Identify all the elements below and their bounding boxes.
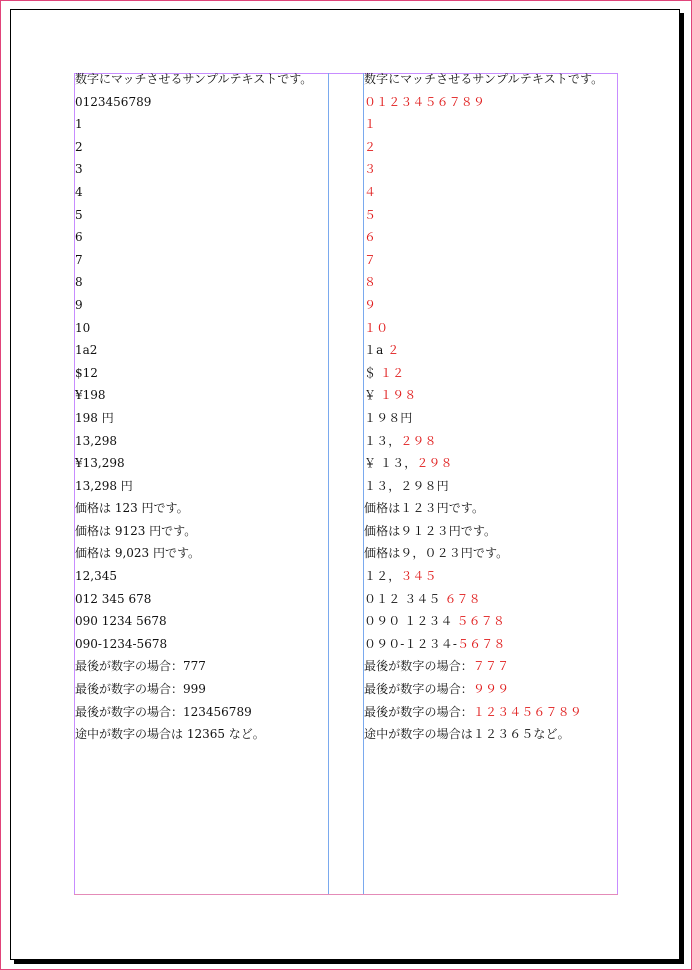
right-line-highlight: ２９８ bbox=[416, 456, 453, 471]
right-line-highlight: ７ bbox=[364, 252, 377, 267]
right-line-highlight: ９ bbox=[364, 297, 377, 312]
left-line: 価格は 123 円です。 bbox=[75, 501, 189, 516]
right-line-plain: ￥ １３， bbox=[364, 456, 417, 471]
left-line: 1a2 bbox=[75, 343, 98, 358]
left-line: 012 345 678 bbox=[75, 591, 152, 606]
left-line: 最後が数字の場合：999 bbox=[75, 682, 206, 697]
left-line: 13,298 bbox=[75, 433, 117, 448]
left-line: 3 bbox=[75, 162, 83, 177]
right-line-highlight: １０ bbox=[364, 320, 389, 335]
right-line-highlight: ８ bbox=[364, 275, 377, 290]
right-line bbox=[364, 635, 616, 658]
right-line-highlight: １２３４５６７８９ bbox=[472, 704, 582, 719]
left-line: 数字にマッチさせるサンプルテキストです。 bbox=[75, 72, 313, 86]
right-line bbox=[364, 544, 616, 567]
right-line bbox=[364, 138, 616, 161]
left-line: 9 bbox=[75, 297, 83, 312]
right-line bbox=[364, 115, 616, 138]
right-line bbox=[364, 522, 616, 545]
right-line-highlight: ５ bbox=[364, 207, 377, 222]
left-line: 0123456789 bbox=[75, 94, 152, 109]
right-line-plain: １３，２９８円 bbox=[364, 478, 449, 493]
left-line: 8 bbox=[75, 275, 83, 290]
left-line: 6 bbox=[75, 230, 83, 245]
right-line bbox=[364, 567, 616, 590]
right-line-highlight: ２ bbox=[364, 139, 377, 154]
right-line-highlight: ９９９ bbox=[472, 682, 510, 697]
right-line bbox=[364, 499, 616, 522]
right-line bbox=[364, 273, 616, 296]
left-line: 価格は 9,023 円です。 bbox=[75, 546, 201, 561]
right-line-highlight: ４ bbox=[364, 184, 377, 199]
right-line-highlight: ３ bbox=[364, 162, 377, 177]
right-line bbox=[364, 612, 616, 635]
right-line-plain: 価格は１２３円です。 bbox=[364, 501, 485, 516]
left-line: 最後が数字の場合：123456789 bbox=[75, 704, 252, 719]
left-line: 10 bbox=[75, 320, 91, 335]
right-line bbox=[364, 160, 616, 183]
right-line bbox=[364, 432, 616, 455]
left-line: 最後が数字の場合：777 bbox=[75, 659, 206, 674]
right-line-highlight: ５６７８ bbox=[456, 614, 505, 629]
left-line: ¥13,298 bbox=[75, 456, 125, 471]
right-line-plain: ＄ bbox=[364, 365, 381, 380]
left-line: 2 bbox=[75, 139, 83, 154]
right-line bbox=[364, 725, 616, 748]
right-line bbox=[364, 183, 616, 206]
right-line-plain: ０１２ ３４５ bbox=[364, 591, 445, 606]
right-line-highlight: ７７７ bbox=[472, 659, 510, 674]
right-line-plain: 価格は９１２３円です。 bbox=[364, 523, 497, 538]
right-line-highlight: ０１２３４５６７８９ bbox=[364, 94, 486, 109]
right-line-plain: 価格は９，０２３円です。 bbox=[364, 546, 509, 561]
left-line: 7 bbox=[75, 252, 83, 267]
right-line-highlight: ６ bbox=[364, 230, 377, 245]
right-line bbox=[364, 251, 616, 274]
right-line-highlight: １９８ bbox=[380, 388, 417, 403]
right-line-plain: ０９０-１２３４- bbox=[364, 636, 458, 651]
left-line: 198 円 bbox=[75, 410, 114, 425]
left-line: 090-1234-5678 bbox=[75, 636, 168, 651]
right-line-plain: ￥ bbox=[364, 388, 381, 403]
right-line bbox=[364, 93, 616, 116]
right-line-plain: 途中が数字の場合は１２３６５など。 bbox=[364, 727, 570, 742]
right-line bbox=[364, 341, 616, 364]
left-line: 4 bbox=[75, 184, 83, 199]
right-line bbox=[364, 590, 616, 613]
right-line bbox=[364, 206, 616, 229]
right-line bbox=[364, 296, 616, 319]
right-line-plain: 最後が数字の場合： bbox=[364, 659, 473, 674]
right-line bbox=[364, 228, 616, 251]
right-line bbox=[364, 70, 616, 93]
right-line bbox=[364, 319, 616, 342]
left-line: 12,345 bbox=[75, 569, 117, 584]
right-line-plain: １９８円 bbox=[364, 410, 413, 425]
right-line bbox=[364, 364, 616, 387]
right-line bbox=[364, 657, 616, 680]
left-line: ¥198 bbox=[75, 388, 106, 403]
column-guide-left bbox=[328, 73, 329, 895]
right-line-plain: ０９０ １２３４ bbox=[364, 614, 457, 629]
right-line-plain: １２， bbox=[364, 569, 401, 584]
right-line-highlight: ２ bbox=[387, 343, 400, 358]
right-line-plain: １a bbox=[364, 343, 388, 358]
left-line: 5 bbox=[75, 207, 83, 222]
right-line-highlight: ６７８ bbox=[444, 591, 481, 606]
right-line-plain: 最後が数字の場合： bbox=[364, 704, 473, 719]
right-line bbox=[364, 703, 616, 726]
right-line-highlight: １ bbox=[364, 117, 377, 132]
left-line: 1 bbox=[75, 117, 83, 132]
left-line: 13,298 円 bbox=[75, 478, 133, 493]
left-line: 価格は 9123 円です。 bbox=[75, 523, 197, 538]
left-line: 途中が数字の場合は 12365 など。 bbox=[75, 727, 265, 742]
right-line-plain: 数字にマッチさせるサンプルテキストです。 bbox=[364, 72, 604, 86]
right-line-plain: 最後が数字の場合： bbox=[364, 682, 473, 697]
right-line-highlight: １２ bbox=[380, 365, 405, 380]
left-line: 090 1234 5678 bbox=[75, 614, 167, 629]
right-line-highlight: ２９８ bbox=[400, 433, 437, 448]
right-line bbox=[364, 477, 616, 500]
right-line-plain: １３， bbox=[364, 433, 401, 448]
right-line-highlight: ３４５ bbox=[400, 569, 437, 584]
margin-frame-bottom bbox=[74, 894, 618, 895]
right-line-highlight: ５６７８ bbox=[457, 636, 506, 651]
left-text-column bbox=[75, 70, 325, 748]
right-line bbox=[364, 386, 616, 409]
right-text-column bbox=[364, 70, 616, 748]
left-line: $12 bbox=[75, 365, 98, 380]
right-line bbox=[364, 680, 616, 703]
right-line bbox=[364, 454, 616, 477]
right-line bbox=[364, 409, 616, 432]
